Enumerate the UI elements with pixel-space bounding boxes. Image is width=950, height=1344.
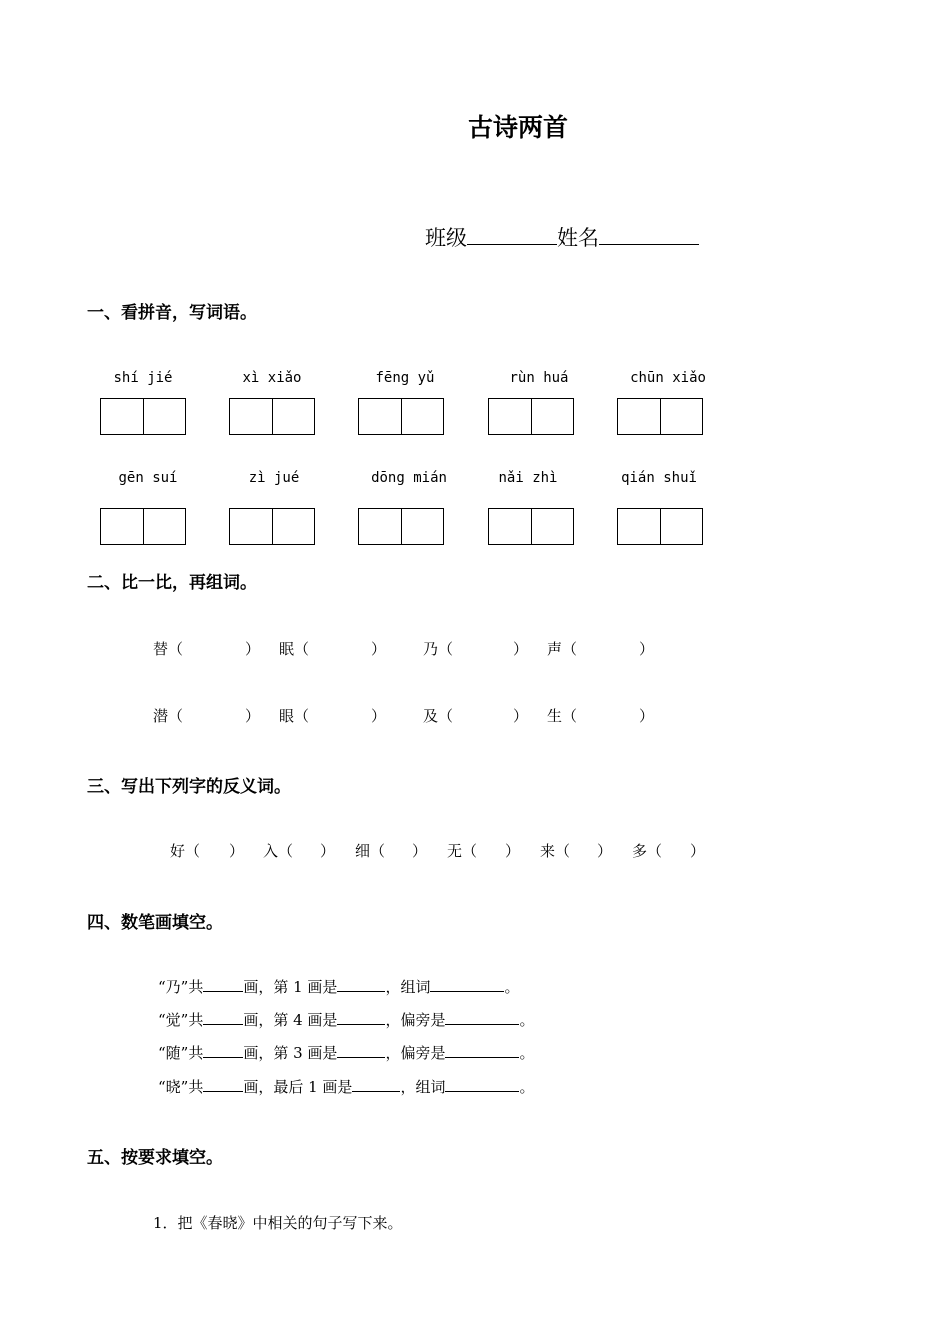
antonym-char: 入（ bbox=[263, 842, 294, 860]
fill-blank[interactable] bbox=[203, 977, 243, 992]
antonym-char: 无（ bbox=[447, 842, 478, 860]
compare-char: 眠（ bbox=[279, 640, 310, 658]
stroke-line bbox=[158, 1009, 534, 1030]
pinyin: chūn xiǎo bbox=[630, 370, 706, 386]
fill-blank[interactable] bbox=[445, 1077, 519, 1092]
section5-heading: 五、按要求填空。 bbox=[87, 1148, 223, 1168]
stroke-text: ，组词 bbox=[400, 1078, 446, 1096]
stroke-text: 画，第 3 画是 bbox=[243, 1044, 338, 1062]
paren-close: ） bbox=[320, 842, 336, 860]
fill-blank[interactable] bbox=[445, 1043, 519, 1058]
pinyin: gēn suí bbox=[118, 470, 178, 486]
stroke-text: 。 bbox=[519, 1044, 535, 1062]
fill-blank[interactable] bbox=[352, 1077, 400, 1092]
pinyin: zì jué bbox=[248, 470, 300, 486]
stroke-text: 画，第 4 画是 bbox=[243, 1011, 338, 1029]
paren-close: ） bbox=[597, 842, 613, 860]
compare-char: 眼（ bbox=[279, 707, 310, 725]
paren-close: ） bbox=[513, 640, 529, 658]
pinyin: shí jié bbox=[113, 370, 173, 386]
writing-box[interactable] bbox=[617, 508, 703, 545]
antonym-char: 来（ bbox=[540, 842, 571, 860]
paren-close: ） bbox=[639, 707, 655, 725]
compare-char: 声（ bbox=[547, 640, 578, 658]
fill-blank[interactable] bbox=[337, 1010, 385, 1025]
class-label: 班级 bbox=[425, 226, 467, 250]
writing-box[interactable] bbox=[358, 398, 444, 435]
stroke-line bbox=[158, 1076, 534, 1097]
paren-close: ） bbox=[229, 842, 245, 860]
paren-close: ） bbox=[245, 707, 261, 725]
writing-box[interactable] bbox=[229, 508, 315, 545]
fill-blank[interactable] bbox=[203, 1043, 243, 1058]
compare-char: 及（ bbox=[423, 707, 454, 725]
stroke-text: ，偏旁是 bbox=[385, 1011, 446, 1029]
stroke-char: “晓”共 bbox=[158, 1078, 204, 1096]
paren-close: ） bbox=[513, 707, 529, 725]
stroke-text: 。 bbox=[519, 1011, 535, 1029]
paren-close: ） bbox=[505, 842, 521, 860]
section2-heading: 二、比一比，再组词。 bbox=[87, 573, 257, 593]
writing-box[interactable] bbox=[488, 508, 574, 545]
paren-close: ） bbox=[371, 707, 387, 725]
stroke-text: 画，第 1 画是 bbox=[243, 978, 338, 996]
stroke-text: 画，最后 1 画是 bbox=[243, 1078, 353, 1096]
antonym-char: 多（ bbox=[632, 842, 663, 860]
paren-close: ） bbox=[639, 640, 655, 658]
page-title: 古诗两首 bbox=[467, 113, 568, 142]
fill-blank[interactable] bbox=[337, 977, 385, 992]
name-blank[interactable] bbox=[599, 222, 699, 245]
section1-heading: 一、看拼音，写词语。 bbox=[87, 303, 257, 323]
compare-char: 潜（ bbox=[153, 707, 184, 725]
antonym-char: 好（ bbox=[170, 842, 201, 860]
stroke-text: 。 bbox=[504, 978, 520, 996]
fill-blank[interactable] bbox=[337, 1043, 385, 1058]
class-blank[interactable] bbox=[467, 222, 557, 245]
stroke-line bbox=[158, 976, 519, 997]
writing-box[interactable] bbox=[358, 508, 444, 545]
stroke-char: “觉”共 bbox=[158, 1011, 204, 1029]
class-name-line bbox=[425, 222, 699, 252]
writing-box[interactable] bbox=[100, 398, 186, 435]
question-item: 1．把《春晓》中相关的句子写下来。 bbox=[153, 1214, 403, 1232]
stroke-text: 。 bbox=[519, 1078, 535, 1096]
stroke-text: ，偏旁是 bbox=[385, 1044, 446, 1062]
pinyin: xì xiǎo bbox=[242, 370, 302, 386]
stroke-line bbox=[158, 1042, 534, 1063]
compare-char: 替（ bbox=[153, 640, 184, 658]
paren-close: ） bbox=[371, 640, 387, 658]
paren-close: ） bbox=[690, 842, 706, 860]
stroke-char: “乃”共 bbox=[158, 978, 204, 996]
pinyin: qián shuǐ bbox=[621, 470, 697, 486]
writing-box[interactable] bbox=[617, 398, 703, 435]
fill-blank[interactable] bbox=[430, 977, 504, 992]
stroke-char: “随”共 bbox=[158, 1044, 204, 1062]
compare-char: 乃（ bbox=[423, 640, 454, 658]
pinyin: rùn huá bbox=[509, 370, 569, 386]
fill-blank[interactable] bbox=[203, 1077, 243, 1092]
pinyin: dōng mián bbox=[371, 470, 447, 486]
antonym-char: 细（ bbox=[355, 842, 386, 860]
section3-heading: 三、写出下列字的反义词。 bbox=[87, 777, 291, 797]
pinyin: nǎi zhì bbox=[498, 470, 558, 486]
writing-box[interactable] bbox=[488, 398, 574, 435]
pinyin: fēng yǔ bbox=[375, 370, 435, 386]
stroke-text: ，组词 bbox=[385, 978, 431, 996]
writing-box[interactable] bbox=[100, 508, 186, 545]
paren-close: ） bbox=[245, 640, 261, 658]
section4-heading: 四、数笔画填空。 bbox=[87, 913, 223, 933]
fill-blank[interactable] bbox=[445, 1010, 519, 1025]
name-label: 姓名 bbox=[557, 226, 599, 250]
compare-char: 生（ bbox=[547, 707, 578, 725]
writing-box[interactable] bbox=[229, 398, 315, 435]
paren-close: ） bbox=[412, 842, 428, 860]
fill-blank[interactable] bbox=[203, 1010, 243, 1025]
